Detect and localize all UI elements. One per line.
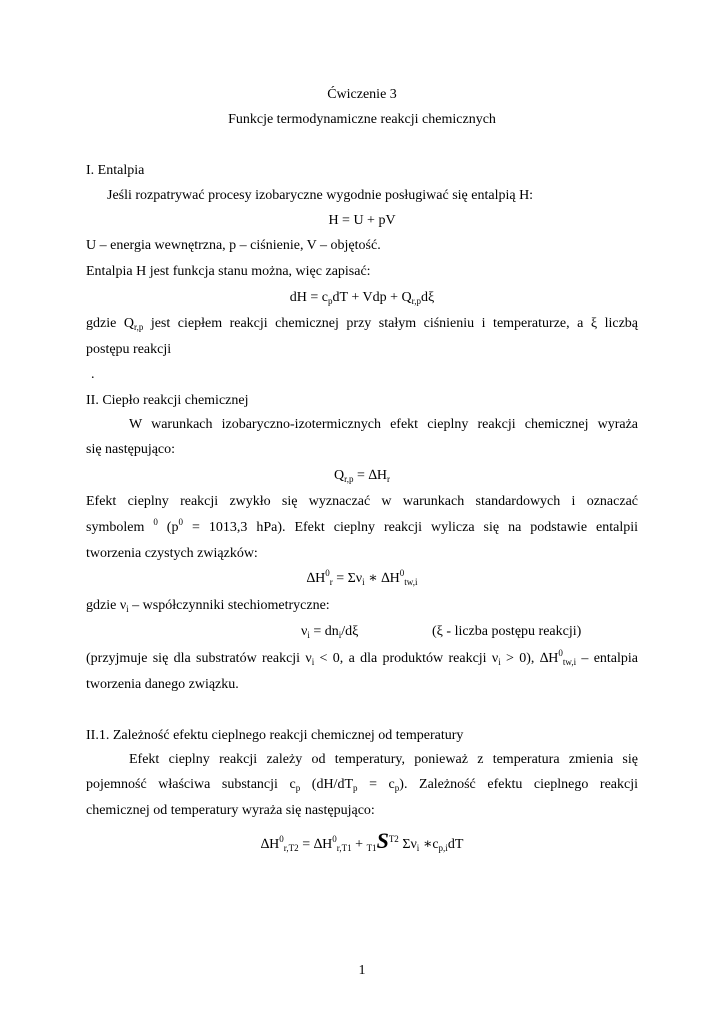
equation-nu-note: (ξ - liczba postępu reakcji) — [432, 624, 582, 639]
paragraph-intro: Jeśli rozpatrywać procesy izobaryczne wygodnie posługiwać się entalpią H: — [107, 188, 534, 203]
equation-q-delta-h: $Q_{r,p} = \Delta H_r$ — [333, 468, 391, 484]
equation-dh: dH = $c_pdT$ + Vdp + $Q_{r,p}d\xi$ — [289, 290, 435, 306]
integral-symbol: S — [376, 828, 389, 853]
exercise-number: Ćwiczenie 3 — [327, 87, 397, 102]
equation-standard-enthalpy: $\Delta H^0_r = \Sigma\nu_i$ ∗ $\Delta H^0_{tw,i}$ — [306, 568, 418, 587]
sign-convention-line2: tworzenia danego związku. — [86, 677, 239, 692]
paragraph-isobaric-line1: W warunkach izobaryczno-izotermicznych efekt cieplny reakcji chemicznej wyraża — [129, 417, 638, 432]
paragraph-standard-line2: symbolem $^0$ ($p^0 = 1013,3$ hPa). Efekt cieplny reakcji wylicza się na podstawie entalpii — [86, 517, 638, 535]
section-heading-reaction-heat: II. Ciepło reakcji chemicznej — [86, 393, 249, 408]
stray-dot: . — [91, 367, 95, 382]
paragraph-isobaric-line2: się następująco: — [86, 442, 176, 457]
sign-convention-line: (przyjmuje się dla substratów reakcji $\nu_i < 0$, a dla produktów reakcji $\nu_i > 0$), $\Delta H^0_{tw,i}$ – entalpia — [86, 648, 639, 667]
progress-line: postępu reakcji — [86, 342, 172, 357]
paragraph-temperature-line2: pojemność właściwa substancji $c_p$ $(dH/dT_p = c_p)$. Zależność efektu cieplnego reakcji — [86, 777, 639, 793]
variables-line: U – energia wewnętrzna, p – ciśnienie, V – objętość. — [86, 238, 381, 253]
state-function-line: Entalpia H jest funkcja stanu można, więc zapisać: — [86, 264, 371, 279]
paragraph-standard-line3: tworzenia czystych związków: — [86, 546, 258, 561]
coefficients-line: gdzie $\nu_i$ – współczynniki stechiometryczne: — [86, 598, 330, 614]
paragraph-standard-line1: Efekt cieplny reakcji zwykło się wyznaczać w warunkach standardowych i oznaczać — [86, 494, 638, 509]
section-heading-enthalpy: I. Entalpia — [86, 163, 145, 178]
section-heading-temperature: II.1. Zależność efektu cieplnego reakcji chemicznej od temperatury — [86, 728, 464, 743]
paragraph-where-q: gdzie $Q_{r,p}$ jest ciepłem reakcji chemicznej przy stałym ciśnieniu i temperaturze, a ξ liczbą — [86, 316, 638, 332]
equation-kirchhoff: $\Delta H^0_{r,T2} = \Delta H^0_{r,T1} + _{T1}S^{T2}$ $\Sigma\nu_i$ $∗c_{p,i}dT$ — [260, 828, 464, 853]
equation-enthalpy: H = U + pV — [328, 213, 396, 228]
paragraph-temperature-line3: chemicznej od temperatury wyraża się następująco: — [86, 803, 375, 818]
equation-nu: $\nu_i = dn_i/d\xi$ — [301, 624, 359, 640]
page-number: 1 — [358, 963, 366, 978]
paragraph-temperature-line1: Efekt cieplny reakcji zależy od temperatury, ponieważ z temperatura zmienia się — [129, 752, 638, 767]
document-title: Funkcje termodynamiczne reakcji chemicznych — [228, 112, 496, 127]
